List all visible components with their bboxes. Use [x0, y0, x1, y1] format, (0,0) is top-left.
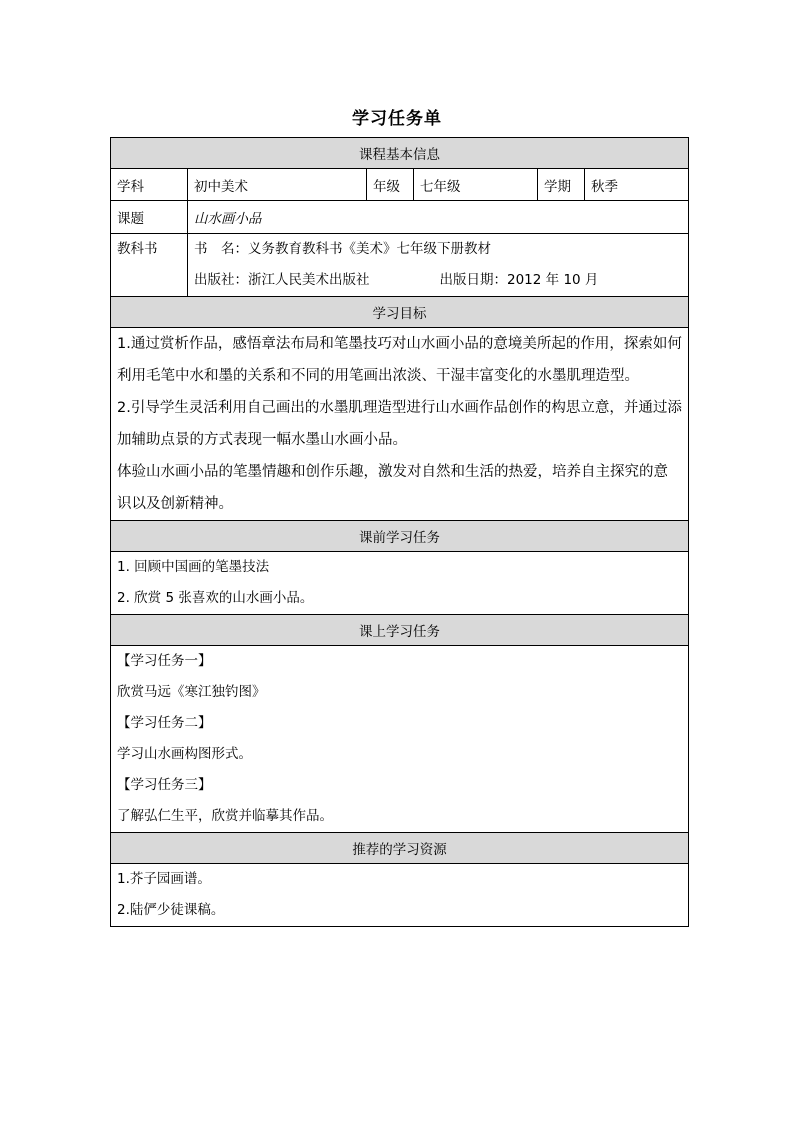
- section-header-goals: 学习目标: [111, 297, 689, 328]
- task-sheet-table: [110, 137, 689, 927]
- goals-content: [111, 328, 689, 521]
- goal-item: 2.引导学生灵活利用自己画出的水墨肌理造型进行山水画作品创作的构思立意，并通过添加辅助点景的方式表现一幅水墨山水画小品。: [117, 400, 682, 448]
- in-class-task-item: 欣赏马远《寒江独钓图》: [117, 684, 266, 700]
- resource-item: 2.陆俨少徒课稿。: [117, 902, 225, 918]
- textbook-info: [188, 234, 689, 297]
- in-class-tasks: [111, 646, 689, 833]
- pre-class-tasks: [111, 552, 689, 615]
- section-header-pre-class: 课前学习任务: [111, 521, 689, 552]
- in-class-task-heading: 【学习任务二】: [117, 715, 212, 731]
- book-name: 书 名：义务教育教科书《美术》七年级下册教材: [194, 241, 491, 257]
- publisher-line: [194, 265, 682, 296]
- publisher: 出版社：浙江人民美术出版社: [194, 272, 370, 288]
- grade-value: 七年级: [414, 169, 538, 201]
- publish-date: 出版日期：2012 年 10 月: [439, 272, 599, 288]
- section-header-in-class: 课上学习任务: [111, 615, 689, 646]
- pre-class-task-item: 1. 回顾中国画的笔墨技法: [117, 559, 270, 575]
- textbook-label-text: 教科书: [117, 241, 158, 257]
- in-class-task-heading: 【学习任务一】: [117, 653, 212, 669]
- in-class-task-item: 了解弘仁生平，欣赏并临摹其作品。: [117, 808, 333, 824]
- term-value: 秋季: [585, 169, 689, 201]
- goal-item: 1.通过赏析作品，感悟章法布局和笔墨技巧对山水画小品的意境美所起的作用，探索如何利用毛笔中水和墨的关系和不同的用笔画出浓淡、干湿丰富变化的水墨肌理造型。: [117, 336, 682, 384]
- document-title: 学习任务单: [352, 109, 442, 129]
- resources-content: [111, 864, 689, 927]
- goal-item: 体验山水画小品的笔墨情趣和创作乐趣，激发对自然和生活的热爱，培养自主探究的意识以及创新精神。: [117, 464, 668, 512]
- textbook-label: [111, 234, 188, 297]
- topic-label: 课题: [111, 201, 188, 234]
- term-label: 学期: [538, 169, 585, 201]
- section-header-resources: 推荐的学习资源: [111, 833, 689, 864]
- in-class-task-heading: 【学习任务三】: [117, 777, 212, 793]
- resource-item: 1.芥子园画谱。: [117, 871, 211, 887]
- pre-class-task-item: 2. 欣赏 5 张喜欢的山水画小品。: [117, 590, 314, 606]
- grade-label: 年级: [367, 169, 414, 201]
- subject-label: 学科: [111, 169, 188, 201]
- in-class-task-item: 学习山水画构图形式。: [117, 746, 252, 762]
- topic-value: 山水画小品: [188, 201, 689, 234]
- section-header-basic-info: 课程基本信息: [111, 138, 689, 169]
- subject-value: 初中美术: [188, 169, 367, 201]
